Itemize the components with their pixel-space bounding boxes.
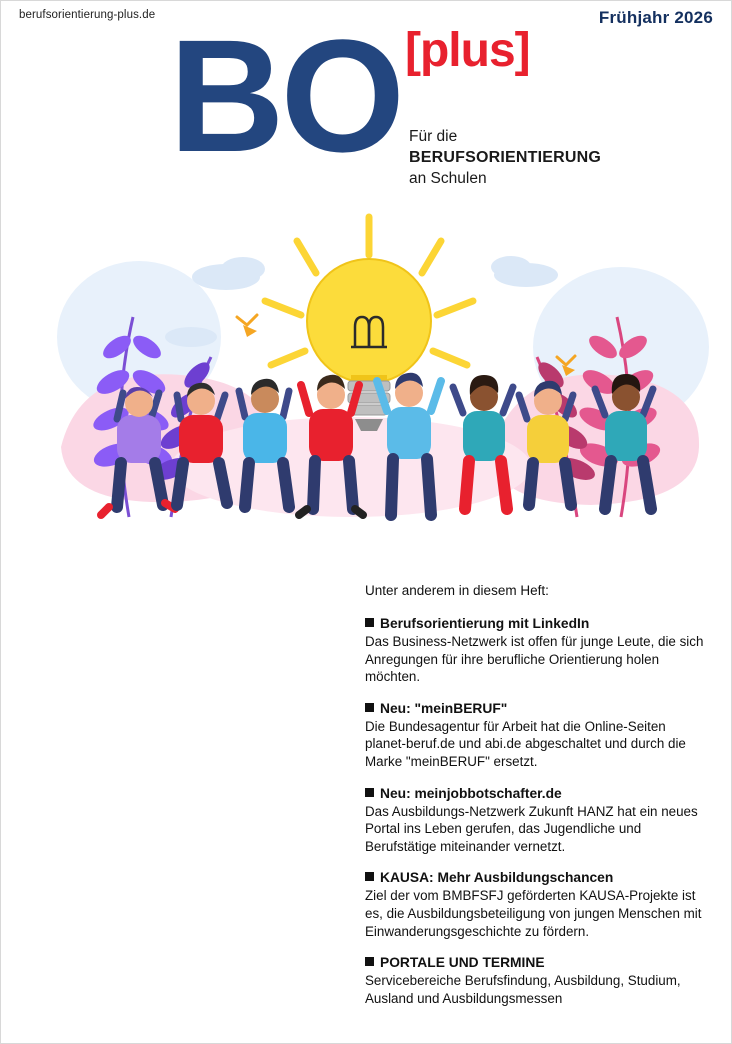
toc-item-title: PORTALE UND TERMINE <box>380 955 545 971</box>
toc-item-title: Neu: meinjobbotschafter.de <box>380 785 562 801</box>
subtitle-line-2: BERUFSORIENTIERUNG <box>409 149 602 166</box>
toc-item-title: Neu: "meinBERUF" <box>380 700 508 716</box>
toc-item-text: Das Business-Netzwerk ist offen für junge Leute, die sich Anregungen für ihre berufliche Orientierung holen möchten. <box>365 634 704 685</box>
bullet-square-icon <box>365 618 374 627</box>
toc-item-title-row <box>365 870 709 885</box>
magazine-title-plus: [plus] <box>405 24 530 77</box>
contents-intro: Unter anderem in diesem Heft: <box>365 583 549 598</box>
list-item[interactable] <box>365 786 709 856</box>
toc-item-title: Berufsorientierung mit LinkedIn <box>380 616 590 631</box>
site-url: berufsorientierung-plus.de <box>19 9 156 21</box>
magazine-title: BO <box>169 6 401 185</box>
toc-item-title: KAUSA: Mehr Ausbildungschancen <box>380 870 614 886</box>
list-item[interactable] <box>365 701 709 771</box>
toc-item-text: Ziel der vom BMBFSFJ geförderten KAUSA-Projekte ist es, die Ausbildungsbeteiligung von jungen Menschen mit Einwanderungsgeschichte zu fördern. <box>365 888 702 939</box>
cover-illustration <box>21 197 713 547</box>
issue-date: Frühjahr 2026 <box>598 8 713 27</box>
toc-item-text: Servicebereiche Berufsfindung, Ausbildung, Studium, Ausland und Ausbildungsmessen <box>365 973 681 1006</box>
bullet-square-icon <box>365 957 374 966</box>
bullet-square-icon <box>365 872 374 881</box>
bullet-square-icon <box>365 788 374 797</box>
list-item[interactable] <box>365 870 709 940</box>
list-item[interactable] <box>365 955 709 1007</box>
toc-item-title-row <box>365 616 709 631</box>
toc-item-text: Das Ausbildungs-Netzwerk Zukunft HANZ hat ein neues Portal ins Leben gerufen, das Jugendliche und Berufstätige miteinander vernetzt. <box>365 803 698 854</box>
toc-item-title-row <box>365 701 709 716</box>
table-of-contents <box>365 583 709 1022</box>
bullet-square-icon <box>365 703 374 712</box>
subtitle-line-3: an Schulen <box>409 170 487 187</box>
toc-item-title-row <box>365 955 709 970</box>
toc-item-text: Die Bundesagentur für Arbeit hat die Online-Seiten planet-beruf.de und abi.de abgeschaltet und durch die Marke "meinBERUF" ersetzt. <box>365 718 686 769</box>
toc-item-title-row <box>365 786 709 801</box>
masthead <box>1 6 732 205</box>
list-item[interactable] <box>365 616 709 686</box>
masthead-subtitle <box>409 127 709 189</box>
subtitle-line-1: Für die <box>409 128 458 145</box>
